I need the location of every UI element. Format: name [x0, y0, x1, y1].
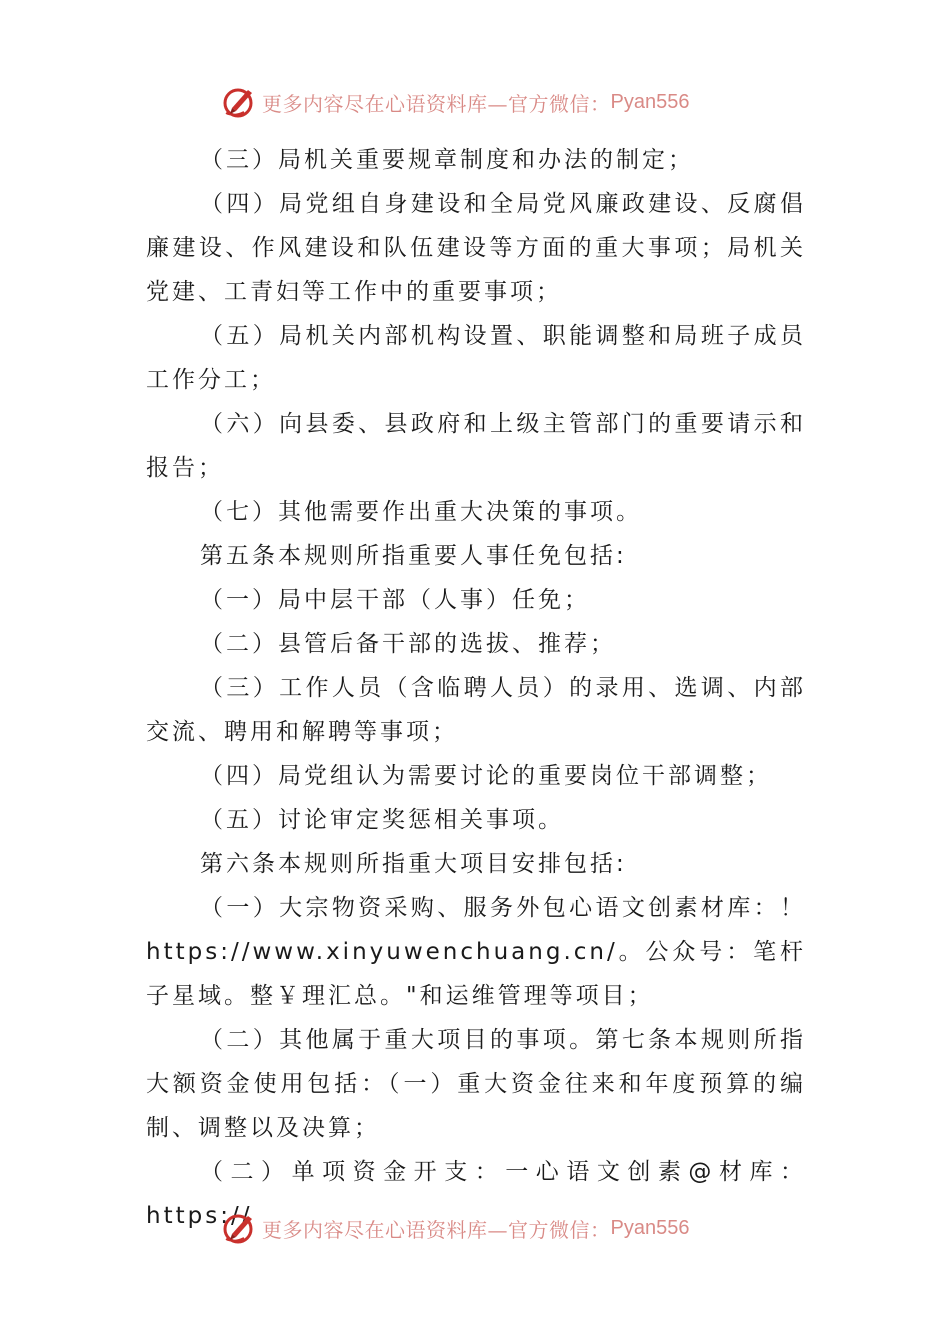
pen-circle-icon	[222, 84, 258, 120]
banner-text: 更多内容尽在心语资料库—官方微信：	[262, 1217, 611, 1242]
banner-text: 更多内容尽在心语资料库—官方微信：	[262, 91, 611, 116]
paragraph: （一）局中层干部（人事）任免；	[200, 587, 590, 613]
paragraph: （五）讨论审定奖惩相关事项。	[200, 807, 564, 833]
header-watermark-banner	[222, 82, 689, 122]
paragraph: （二）其他属于重大项目的事项。第七条本规则所指大额资金使用包括：（一）重大资金往来和年度预算的编制、调整以及决算；	[146, 1027, 806, 1141]
paragraph: （二）县管后备干部的选拔、推荐；	[200, 631, 616, 657]
banner-wechat-id: Pyan556	[610, 1216, 690, 1239]
document-body	[146, 138, 806, 1238]
banner-wechat-id: Pyan556	[610, 90, 690, 113]
paragraph: （七）其他需要作出重大决策的事项。	[200, 499, 642, 525]
paragraph: （一）大宗物资采购、服务外包心语文创素材库：！https://www.xinyuwenchuang.cn/。公众号：笔杆子星域。整￥理汇总。"和运维管理等项目；	[146, 895, 806, 1009]
paragraph: （四）局党组自身建设和全局党风廉政建设、反腐倡廉建设、作风建设和队伍建设等方面的重大事项；局机关党建、工青妇等工作中的重要事项；	[146, 191, 806, 305]
paragraph: （五）局机关内部机构设置、职能调整和局班子成员工作分工；	[146, 323, 806, 393]
article-heading: 第五条本规则所指重要人事任免包括:	[200, 543, 627, 569]
paragraph: （三）局机关重要规章制度和办法的制定；	[200, 147, 694, 173]
paragraph: （四）局党组认为需要讨论的重要岗位干部调整；	[200, 763, 772, 789]
paragraph: （二）单项资金开支：一心语文创素@材库：https://	[146, 1159, 806, 1229]
paragraph: （三）工作人员（含临聘人员）的录用、选调、内部交流、聘用和解聘等事项；	[146, 675, 806, 745]
pen-circle-icon	[222, 1210, 258, 1246]
article-heading: 第六条本规则所指重大项目安排包括:	[200, 851, 627, 877]
paragraph: （六）向县委、县政府和上级主管部门的重要请示和报告；	[146, 411, 806, 481]
footer-watermark-banner	[222, 1208, 689, 1248]
